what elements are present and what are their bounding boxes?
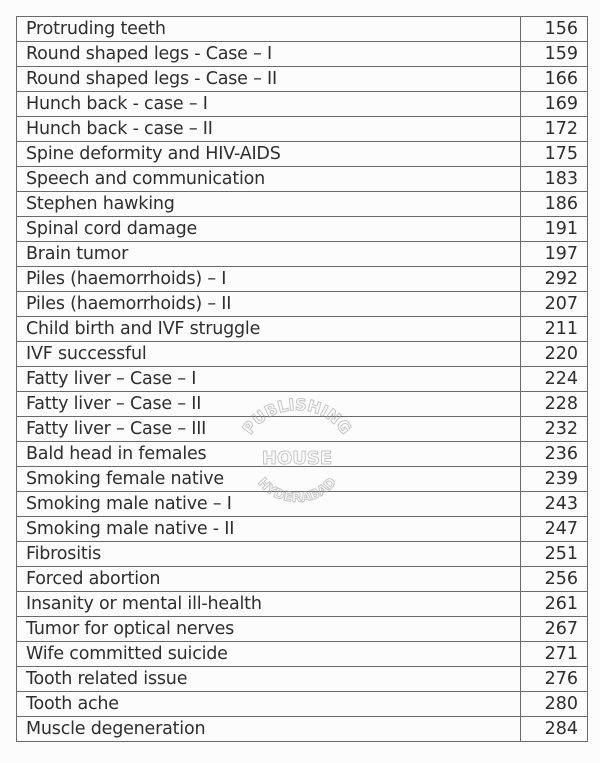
toc-entry-page-number: 159 <box>521 42 588 67</box>
toc-entry-title: Round shaped legs - Case – I <box>17 42 521 67</box>
toc-entry-page-number: 280 <box>521 692 588 717</box>
toc-row <box>17 617 588 642</box>
toc-entry-page-number: 236 <box>521 442 588 467</box>
toc-entry-page-number: 220 <box>521 342 588 367</box>
toc-body <box>17 17 588 742</box>
toc-entry-title: Hunch back - case – II <box>17 117 521 142</box>
toc-entry-page-number: 169 <box>521 92 588 117</box>
toc-row <box>17 542 588 567</box>
toc-row <box>17 242 588 267</box>
toc-entry-page-number: 256 <box>521 567 588 592</box>
toc-row <box>17 692 588 717</box>
toc-row <box>17 342 588 367</box>
toc-entry-title: Smoking male native – I <box>17 492 521 517</box>
toc-entry-page-number: 243 <box>521 492 588 517</box>
toc-entry-page-number: 211 <box>521 317 588 342</box>
watermark-top-text: PUBLISHING <box>238 398 356 438</box>
toc-entry-title: Brain tumor <box>17 242 521 267</box>
toc-row <box>17 267 588 292</box>
toc-entry-title: Hunch back - case – I <box>17 92 521 117</box>
toc-entry-page-number: 166 <box>521 67 588 92</box>
toc-row <box>17 17 588 42</box>
toc-entry-page-number: 175 <box>521 142 588 167</box>
toc-entry-page-number: 228 <box>521 392 588 417</box>
toc-row <box>17 592 588 617</box>
toc-row <box>17 467 588 492</box>
toc-entry-title: Wife committed suicide <box>17 642 521 667</box>
toc-row <box>17 517 588 542</box>
toc-entry-page-number: 232 <box>521 417 588 442</box>
toc-entry-title: Protruding teeth <box>17 17 521 42</box>
toc-entry-page-number: 183 <box>521 167 588 192</box>
toc-row <box>17 117 588 142</box>
toc-row <box>17 67 588 92</box>
toc-row <box>17 667 588 692</box>
toc-row <box>17 392 588 417</box>
toc-entry-title: Piles (haemorrhoids) – I <box>17 267 521 292</box>
table-of-contents <box>16 16 588 742</box>
toc-row <box>17 717 588 742</box>
toc-entry-page-number: 267 <box>521 617 588 642</box>
toc-entry-title: Fibrositis <box>17 542 521 567</box>
toc-row <box>17 367 588 392</box>
toc-entry-title: Spine deformity and HIV-AIDS <box>17 142 521 167</box>
toc-entry-page-number: 186 <box>521 192 588 217</box>
toc-entry-title: Tumor for optical nerves <box>17 617 521 642</box>
toc-row <box>17 642 588 667</box>
toc-row <box>17 92 588 117</box>
toc-entry-title: Bald head in females <box>17 442 521 467</box>
toc-entry-title: IVF successful <box>17 342 521 367</box>
toc-row <box>17 492 588 517</box>
toc-row <box>17 217 588 242</box>
toc-row <box>17 192 588 217</box>
toc-entry-page-number: 239 <box>521 467 588 492</box>
toc-entry-title: Spinal cord damage <box>17 217 521 242</box>
toc-entry-title: Fatty liver – Case – III <box>17 417 521 442</box>
toc-entry-title: Stephen hawking <box>17 192 521 217</box>
toc-entry-title: Fatty liver – Case – II <box>17 392 521 417</box>
toc-row <box>17 42 588 67</box>
toc-entry-page-number: 271 <box>521 642 588 667</box>
toc-entry-title: Insanity or mental ill-health <box>17 592 521 617</box>
toc-row <box>17 442 588 467</box>
toc-entry-title: Smoking male native - II <box>17 517 521 542</box>
toc-entry-page-number: 156 <box>521 17 588 42</box>
toc-entry-page-number: 191 <box>521 217 588 242</box>
toc-entry-title: Fatty liver – Case – I <box>17 367 521 392</box>
toc-entry-page-number: 247 <box>521 517 588 542</box>
toc-entry-page-number: 207 <box>521 292 588 317</box>
toc-row <box>17 142 588 167</box>
toc-row <box>17 417 588 442</box>
toc-entry-page-number: 284 <box>521 717 588 742</box>
toc-row <box>17 567 588 592</box>
toc-entry-title: Speech and communication <box>17 167 521 192</box>
toc-entry-page-number: 261 <box>521 592 588 617</box>
toc-entry-page-number: 172 <box>521 117 588 142</box>
toc-entry-title: Piles (haemorrhoids) – II <box>17 292 521 317</box>
toc-entry-page-number: 224 <box>521 367 588 392</box>
toc-entry-title: Round shaped legs - Case – II <box>17 67 521 92</box>
toc-entry-page-number: 197 <box>521 242 588 267</box>
toc-row <box>17 292 588 317</box>
toc-entry-title: Tooth ache <box>17 692 521 717</box>
toc-row <box>17 317 588 342</box>
toc-entry-title: Smoking female native <box>17 467 521 492</box>
toc-entry-page-number: 276 <box>521 667 588 692</box>
watermark-center-text: HOUSE <box>261 448 333 469</box>
toc-entry-title: Tooth related issue <box>17 667 521 692</box>
toc-entry-title: Muscle degeneration <box>17 717 521 742</box>
toc-entry-page-number: 251 <box>521 542 588 567</box>
watermark-bottom-text: HYDERABAD <box>254 475 340 506</box>
toc-row <box>17 167 588 192</box>
toc-entry-title: Forced abortion <box>17 567 521 592</box>
toc-entry-page-number: 292 <box>521 267 588 292</box>
toc-entry-title: Child birth and IVF struggle <box>17 317 521 342</box>
